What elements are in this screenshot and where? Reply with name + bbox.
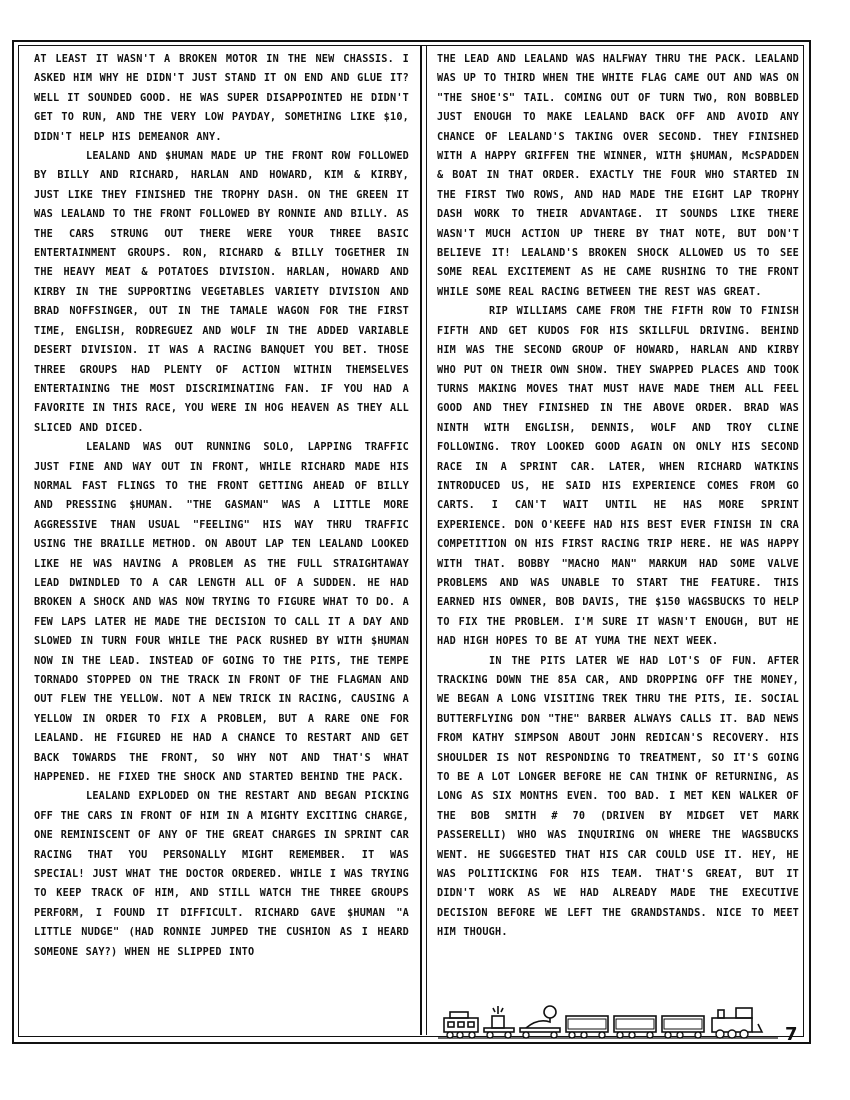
- column-divider-inner: [426, 45, 427, 1035]
- paragraph: THE LEAD AND LEALAND WAS HALFWAY THRU THE PACK. LEALAND WAS UP TO THIRD WHEN THE WHITE FLAG CAME OUT AND WAS ON "THE SHOE'S" TAIL. COMING OUT OF TURN TWO, RON BOBBLED JUST ENOUGH TO MAKE LEALAND BACK OFF AND AVOID ANY CHANCE OF LEALAND'S TAKING OVER SECOND. THEY FINISHED WITH A HAPPY GRIFFEN THE WINNER, WITH $HUMAN, McSPADDEN & BOAT IN THAT ORDER. EXACTLY THE FOUR WHO STARTED IN THE FIRST TWO ROWS, AND HAD MADE THE EIGHT LAP TROPHY DASH WORK TO THEIR ADVANTAGE. IT SOUNDS LIKE THERE WASN'T MUCH ACTION UP THERE BY THAT NOTE, BUT DON'T BELIEVE IT! LEALAND'S BROKEN SHOCK ALLOWED US TO SEE SOME REAL EXCITEMENT AS HE CAME RUSHING TO THE FRONT WHILE SOME REAL RACING BETWEEN THE REST WAS GREAT.: [437, 54, 799, 298]
- paragraph: LEALAND EXPLODED ON THE RESTART AND BEGAN PICKING OFF THE CARS IN FRONT OF HIM IN A MIGHTY EXCITING CHARGE, ONE REMINISCENT OF ANY OF THE GREAT CHARGES IN SPRINT CAR RACING THAT YOU PERSONALLY MIGHT REMEMBER. IT WAS SPECIAL! JUST WHAT THE DOCTOR ORDERED. WHILE I WAS TRYING TO KEEP TRACK OF HIM, AND STILL WATCH THE THREE GROUPS PERFORM, I FOUND IT DIFFICULT. RICHARD GAVE $HUMAN "A LITTLE NUDGE" (HAD RONNIE JUMPED THE CUSHION AS I HEARD SOMEONE SAY?) WHEN HE SLIPPED INTO: [34, 791, 409, 958]
- paragraph: LEALAND WAS OUT RUNNING SOLO, LAPPING TRAFFIC JUST FINE AND WAY OUT IN FRONT, WHILE RICHARD MADE HIS NORMAL FAST FLINGS TO THE FRONT GETTING AHEAD OF BILLY AND PRESSING $HUMAN. "THE GASMAN" WAS A LITTLE MORE AGGRESSIVE THAN USUAL "FEELING" HIS WAY THRU TRAFFIC USING THE BRAILLE METHOD. ON ABOUT LAP TEN LEALAND LOOKED LIKE HE WAS HAVING A PROBLEM AS THE FULL STRAIGHTAWAY LEAD DWINDLED TO A CAR LENGTH ALL OF A SUDDEN. HE HAD BROKEN A SHOCK AND WAS NOW TRYING TO FIGURE WHAT TO DO. A FEW LAPS LATER HE MADE THE DECISION TO CALL IT A DAY AND SLOWED IN TURN FOUR WHILE THE PACK RUSHED BY WITH $HUMAN NOW IN THE LEAD. INSTEAD OF GOING TO THE PITS, THE TEMPE TORNADO STOPPED ON THE TRACK IN FRONT OF THE FLAGMAN AND OUT FLEW THE YELLOW. NOT A NEW TRICK IN RACING, CAUSING A YELLOW IN ORDER TO FIX A PROBLEM, BUT A RARE ONE FOR LEALAND. HE FIGURED HE HAD A CHANCE TO RESTART AND GET BACK TOWARDS THE FRONT, SO WHY NOT AND THAT'S WHAT HAPPENED. HE FIXED THE SHOCK AND STARTED BEHIND THE PACK.: [34, 442, 409, 784]
- article-right-column: [437, 50, 799, 943]
- paragraph: RIP WILLIAMS CAME FROM THE FIFTH ROW TO FINISH FIFTH AND GET KUDOS FOR HIS SKILLFUL DRIVING. BEHIND HIM WAS THE SECOND GROUP OF HOWARD, HARLAN AND KIRBY WHO PUT ON THEIR OWN SHOW. THEY SWAPPED PLACES AND TOOK TURNS MAKING MOVES THAT MUST HAVE MADE THEM ALL FEEL GOOD AND THEY FINISHED IN THE ABOVE ORDER. BRAD WAS NINTH WITH ENGLISH, DENNIS, WOLF AND TROY CLINE FOLLOWING. TROY LOOKED GOOD AGAIN ON ONLY HIS SECOND RACE IN A SPRINT CAR. LATER, WHEN RICHARD WATKINS INTRODUCED US, HE SAID HIS EXPERIENCE COMES FROM GO CARTS. I CAN'T WAIT UNTIL HE HAS MORE SPRINT EXPERIENCE. DON O'KEEFE HAD HIS BEST EVER FINISH IN CRA COMPETITION ON HIS FIRST RACING TRIP HERE. HE WAS HAPPY WITH THAT. BOBBY "MACHO MAN" MARKUM HAD SOME VALVE PROBLEMS AND WAS UNABLE TO START THE FEATURE. THIS EARNED HIS OWNER, BOB DAVIS, THE $150 WAGSBUCKS TO HELP TO FIX THE PROBLEM. I'M SURE IT WASN'T ENOUGH, BUT HE HAD HIGH HOPES TO BE AT YUMA THE NEXT WEEK.: [437, 306, 799, 648]
- page-number: 7: [785, 1024, 798, 1045]
- paragraph: LEALAND AND $HUMAN MADE UP THE FRONT ROW FOLLOWED BY BILLY AND RICHARD, HARLAN AND HOWARD, KIM & KIRBY, JUST LIKE THEY FINISHED THE TROPHY DASH. ON THE GREEN IT WAS LEALAND TO THE FRONT FOLLOWED BY RONNIE AND BILLY. AS THE CARS STRUNG OUT THERE WERE YOUR THREE BASIC ENTERTAINMENT GROUPS. RON, RICHARD & BILLY TOGETHER IN THE HEAVY MEAT & POTATOES DIVISION. HARLAN, HOWARD AND KIRBY IN THE SUPPORTING VEGETABLES VARIETY DIVISION AND BRAD NOFFSINGER, OUT IN THE TAMALE WAGON FOR THE FIRST TIME, ENGLISH, RODREGUEZ AND WOLF IN THE ADDED VARIABLE DESERT DIVISION. IT WAS A RACING BANQUET YOU BET. THOSE THREE GROUPS HAD PLENTY OF ACTION WITHIN THEMSELVES ENTERTAINING THE MOST DISCRIMINATING FAN. IF YOU HAD A FAVORITE IN THIS RACE, YOU WERE IN HOG HEAVEN AS THEY ALL SLICED AND DICED.: [34, 151, 409, 434]
- paragraph: AT LEAST IT WASN'T A BROKEN MOTOR IN THE NEW CHASSIS. I ASKED HIM WHY HE DIDN'T JUST STAND IT ON END AND GLUE IT? WELL IT SOUNDED GOOD. HE WAS SUPER DISAPPOINTED HE DIDN'T GET TO RUN, AND THE VERY LOW PAYDAY, SOMETHING LIKE $10, DIDN'T HELP HIS DEMEANOR ANY.: [34, 54, 409, 143]
- train-illustration-icon: [438, 998, 778, 1042]
- paragraph: IN THE PITS LATER WE HAD LOT'S OF FUN. AFTER TRACKING DOWN THE 85A CAR, AND DROPPING OFF THE MONEY, WE BEGAN A LONG VISITING TREK THRU THE PITS, IE. SOCIAL BUTTERFLYING DON "THE" BARBER ALWAYS CALLS IT. BAD NEWS FROM KATHY SIMPSON ABOUT JOHN REDICAN'S RECOVERY. HIS SHOULDER IS NOT RESPONDING TO TREATMENT, SO IT'S GOING TO BE A LOT LONGER BEFORE HE CAN THINK OF RETURNING, AS LONG AS SIX MONTHS EVEN. TOO BAD. I MET KEN WALKER OF THE BOB SMITH # 70 (DRIVEN BY MIDGET VET MARK PASSERELLI) WHO WAS INQUIRING ON WHERE THE WAGSBUCKS WENT. HE SUGGESTED THAT HIS CAR COULD USE IT. HEY, HE WAS POLITICKING FOR HIS TEAM. THAT'S GREAT, BUT IT DIDN'T WORK AS WE HAD ALREADY MADE THE EXECUTIVE DECISION BEFORE WE LEFT THE GRANDSTANDS. NICE TO MEET HIM THOUGH.: [437, 655, 799, 939]
- article-left-column: [34, 50, 409, 962]
- column-divider: [420, 45, 422, 1035]
